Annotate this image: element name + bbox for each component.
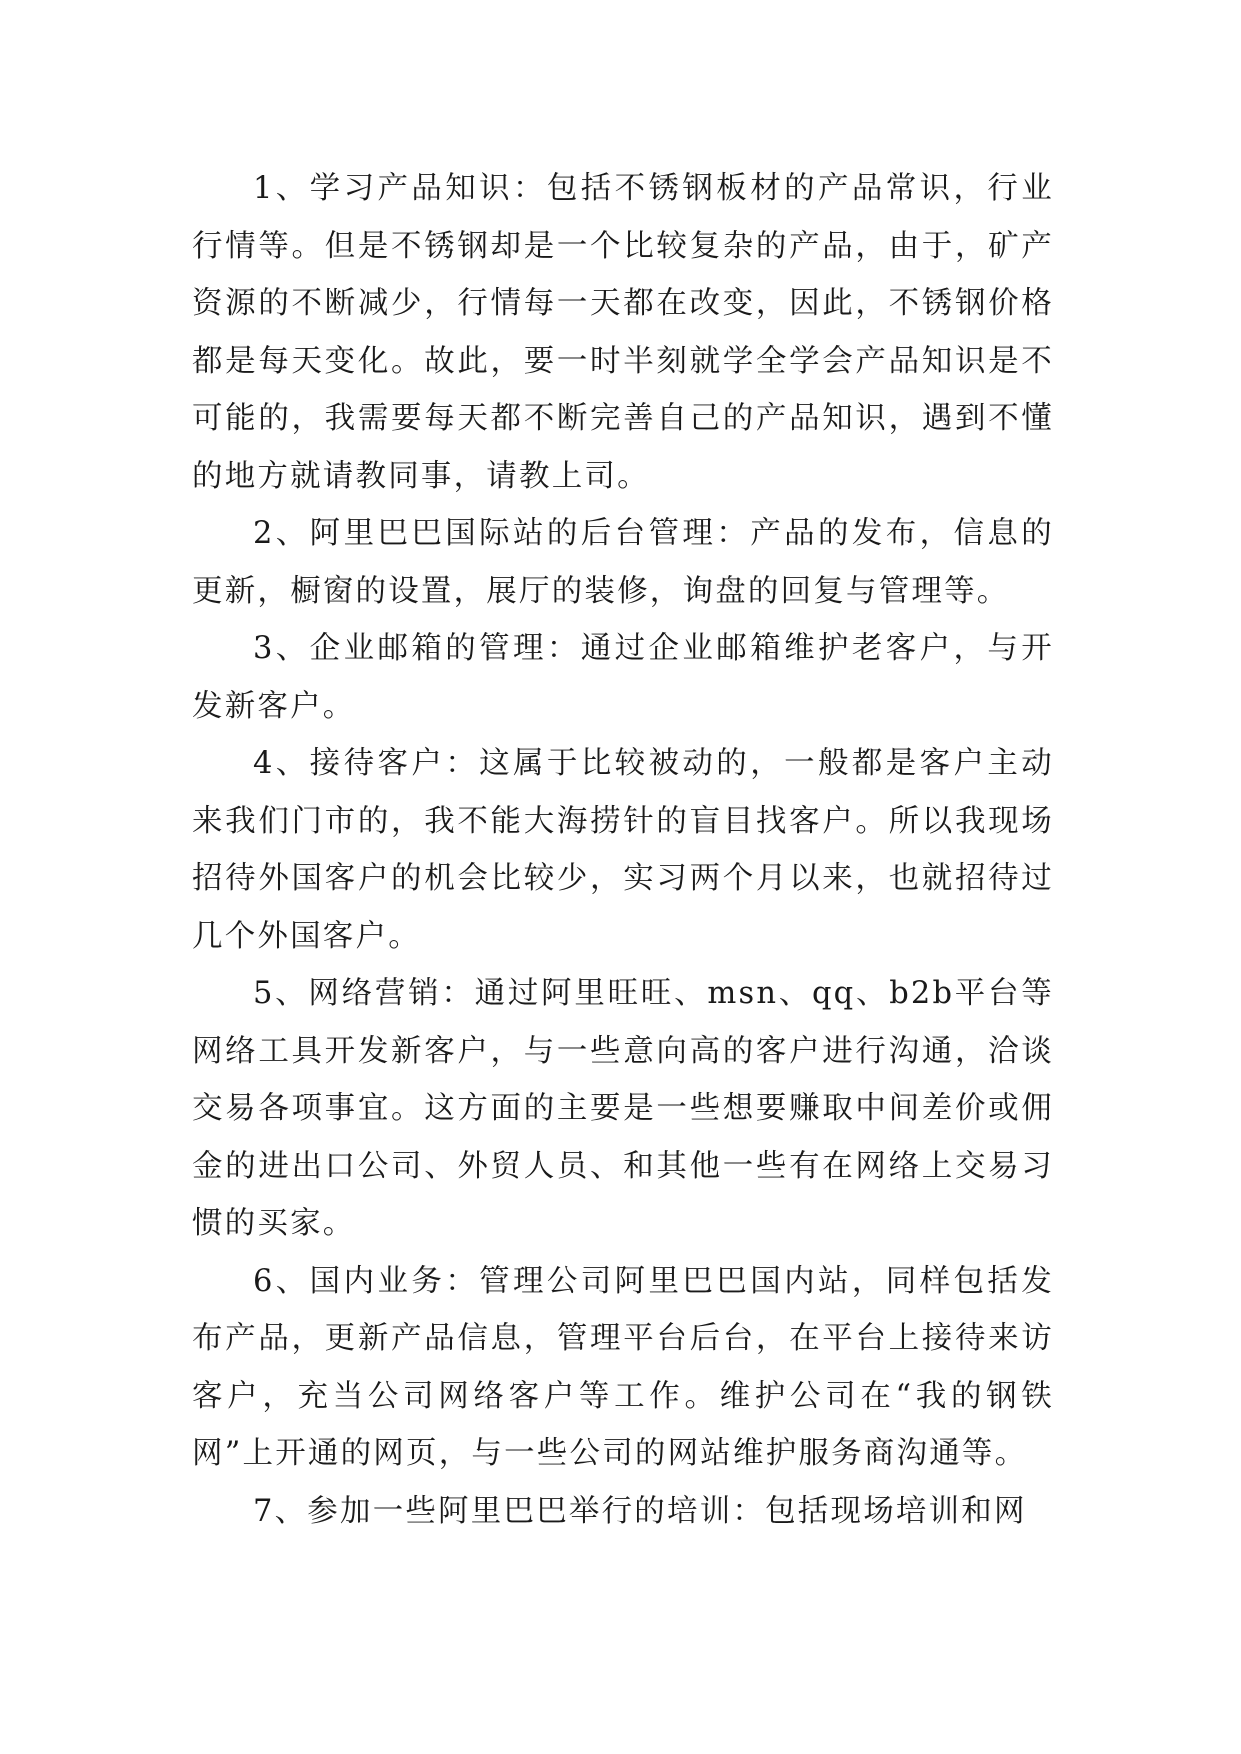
- paragraph-7: 7、参加一些阿里巴巴举行的培训：包括现场培训和网: [253, 1493, 1027, 1529]
- document-body: [192, 160, 1054, 1540]
- paragraph-1: 1、学习产品知识：包括不锈钢板材的产品常识，行业行情等。但是不锈钢却是一个比较复杂的产品，由于，矿产资源的不断减少，行情每一天都在改变，因此，不锈钢价格都是每天变化。故此，要一时半刻就学全学会产品知识是不可能的，我需要每天都不断完善自己的产品知识，遇到不懂的地方就请教同事，请教上司。: [192, 171, 1054, 494]
- paragraph-5: 5、网络营销：通过阿里旺旺、msn、qq、b2b平台等网络工具开发新客户，与一些意向高的客户进行沟通，洽谈交易各项事宜。这方面的主要是一些想要赚取中间差价或佣金的进出口公司、外贸人员、和其他一些有在网络上交易习惯的买家。: [192, 976, 1054, 1241]
- paragraph-3: 3、企业邮箱的管理：通过企业邮箱维护老客户，与开发新客户。: [192, 631, 1054, 724]
- paragraph-6: 6、国内业务：管理公司阿里巴巴国内站，同样包括发布产品，更新产品信息，管理平台后台，在平台上接待来访客户，充当公司网络客户等工作。维护公司在“我的钢铁网”上开通的网页，与一些公司的网站维护服务商沟通等。: [192, 1263, 1054, 1471]
- paragraph-4: 4、接待客户：这属于比较被动的，一般都是客户主动来我们门市的，我不能大海捞针的盲目找客户。所以我现场招待外国客户的机会比较少，实习两个月以来，也就招待过几个外国客户。: [192, 746, 1054, 954]
- paragraph-2: 2、阿里巴巴国际站的后台管理：产品的发布，信息的更新，橱窗的设置，展厅的装修，询盘的回复与管理等。: [192, 516, 1054, 609]
